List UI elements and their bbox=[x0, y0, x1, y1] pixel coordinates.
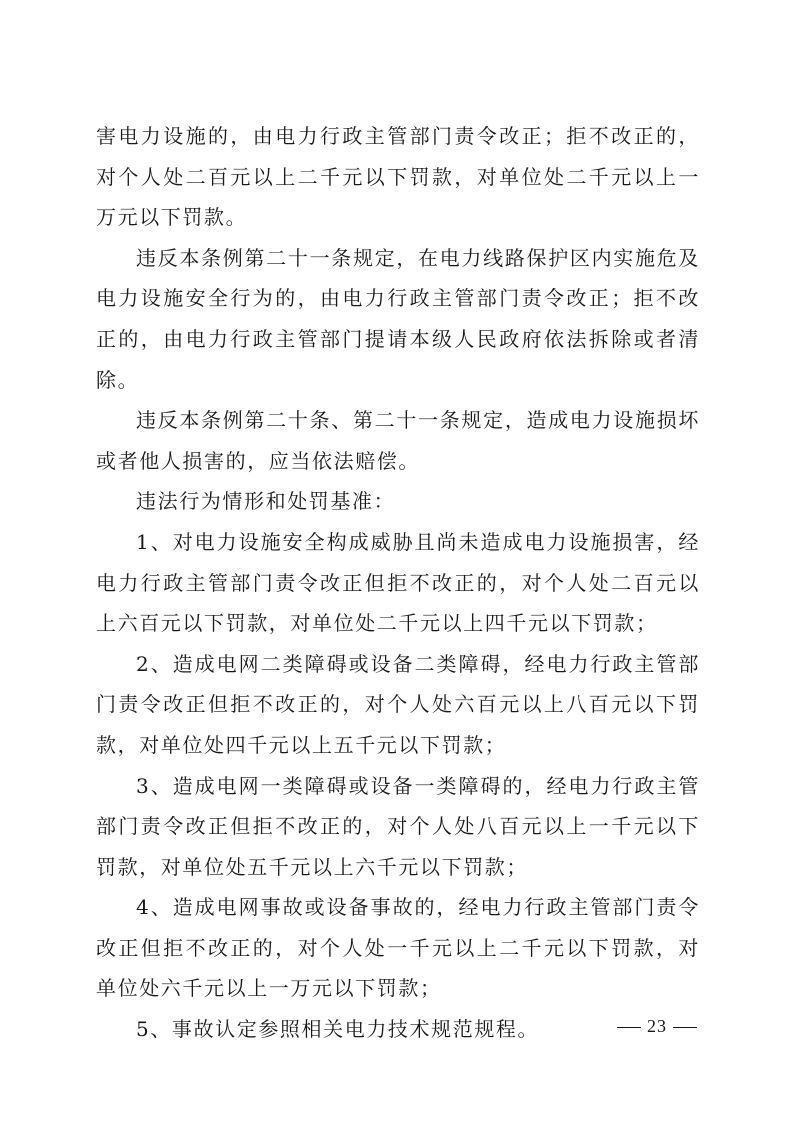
left-dash bbox=[617, 1027, 641, 1028]
list-item: 5、事故认定参照相关电力技术规范规程。 bbox=[136, 1017, 540, 1042]
paragraph: 违反本条例第二十条、第二十一条规定，造成电力设施损坏或者他人损害的，应当依法赔偿。 bbox=[96, 408, 700, 473]
page-number: 23 bbox=[647, 1016, 667, 1036]
paragraph-continuation: 害电力设施的，由电力行政主管部门责令改正；拒不改正的，对个人处二百元以上二千元以下罚款，对单位处二千元以上一万元以下罚款。 bbox=[96, 124, 700, 230]
paragraph: 违反本条例第二十一条规定，在电力线路保护区内实施危及电力设施安全行为的，由电力行政主管部门责令改正；拒不改正的，由电力行政主管部门提请本级人民政府依法拆除或者清除。 bbox=[96, 245, 700, 392]
list-item: 2、造成电网二类障碍或设备二类障碍，经电力行政主管部门责令改正但拒不改正的，对个人处六百元以上八百元以下罚款，对单位处四千元以上五千元以下罚款； bbox=[96, 651, 700, 757]
right-dash bbox=[673, 1027, 697, 1028]
body-text bbox=[96, 116, 700, 1050]
paragraph: 违法行为情形和处罚基准： bbox=[136, 489, 396, 514]
list-item: 4、造成电网事故或设备事故的，经电力行政主管部门责令改正但拒不改正的，对个人处一千元以上二千元以下罚款，对单位处六千元以上一万元以下罚款； bbox=[96, 895, 700, 1001]
list-item: 1、对电力设施安全构成威胁且尚未造成电力设施损害，经电力行政主管部门责令改正但拒不改正的，对个人处二百元以上六百元以下罚款，对单位处二千元以上四千元以下罚款； bbox=[96, 529, 700, 636]
page-footer bbox=[611, 1016, 703, 1037]
list-item: 3、造成电网一类障碍或设备一类障碍的，经电力行政主管部门责令改正但拒不改正的，对个人处八百元以上一千元以下罚款，对单位处五千元以上六千元以下罚款； bbox=[96, 773, 700, 879]
